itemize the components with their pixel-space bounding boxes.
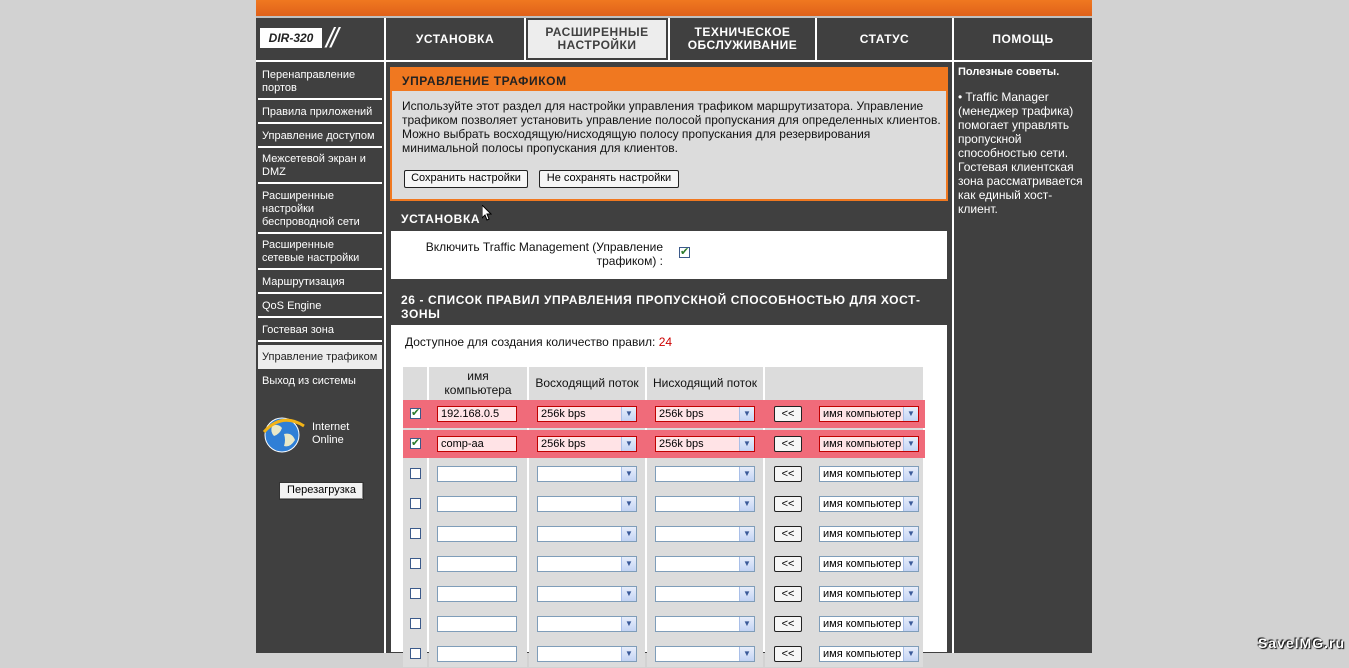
host-input[interactable] [437,496,517,512]
table-row [403,460,925,488]
enable-traffic-label: Включить Traffic Management (Управление трафиком) : [425,240,663,268]
upstream-select[interactable] [537,556,637,572]
chevron-down-icon: ▼ [621,437,636,451]
chevron-down-icon: ▼ [903,617,918,631]
mouse-cursor-icon [482,205,492,221]
chevron-down-icon: ▼ [903,497,918,511]
row-checkbox[interactable] [410,528,421,539]
sidebar-item-advanced-wireless[interactable]: Расширенные настройки беспроводной сети [258,186,382,234]
help-title: Полезные советы. [958,66,1060,78]
tab-maintenance-label: ТЕХНИЧЕСКОЕ ОБСЛУЖИВАНИЕ [687,25,798,52]
downstream-select-value: 256k bps [659,438,704,450]
row-checkbox[interactable] [410,408,421,419]
chevron-down-icon: ▼ [621,527,636,541]
header-upstream: Восходящий поток [529,367,645,398]
sidebar-item-firewall-dmz[interactable]: Межсетевой экран и DMZ [258,150,382,184]
header-computer-label: имя компьютера [444,368,512,397]
available-rules-label [405,335,672,349]
downstream-select[interactable] [655,406,755,422]
table-row [403,490,925,518]
chevron-down-icon: ▼ [903,437,918,451]
add-computer-button[interactable]: << [774,526,802,542]
chevron-down-icon: ▼ [903,557,918,571]
row-checkbox[interactable] [410,438,421,449]
row-checkbox[interactable] [410,468,421,479]
dont-save-settings-button[interactable]: Не сохранять настройки [539,170,679,188]
upstream-select[interactable] [537,406,637,422]
header [256,18,1092,62]
model-label: DIR-320 [260,28,322,48]
add-computer-button[interactable]: << [774,616,802,632]
table-row [403,550,925,578]
add-computer-button[interactable]: << [774,646,802,662]
add-computer-button[interactable]: << [774,466,802,482]
add-computer-button[interactable]: << [774,436,802,452]
chevron-down-icon: ▼ [621,467,636,481]
intro-panel [390,67,948,201]
computer-name-select-value: имя компьютер [823,408,902,420]
computer-name-select[interactable] [819,406,919,422]
row-checkbox[interactable] [410,648,421,659]
table-row [403,580,925,608]
computer-name-select-value: имя компьютер [823,438,902,450]
host-input[interactable] [437,586,517,602]
chevron-down-icon: ▼ [621,617,636,631]
upstream-select[interactable] [537,466,637,482]
computer-name-select-value: имя компьютер [823,588,902,600]
sidebar-item-qos-engine[interactable]: QoS Engine [258,296,382,318]
logo-slash-icon: // [326,22,336,53]
downstream-select[interactable] [655,526,755,542]
add-computer-button[interactable]: << [774,406,802,422]
chevron-down-icon: ▼ [903,527,918,541]
downstream-select[interactable] [655,586,755,602]
internet-globe-icon [262,414,306,454]
available-rules-text: Доступное для создания количество правил: [405,335,656,349]
computer-name-select-value: имя компьютер [823,468,902,480]
computer-name-select-value: имя компьютер [823,498,902,510]
downstream-select[interactable] [655,466,755,482]
main-content [386,62,952,660]
logo [256,18,384,60]
upstream-select[interactable] [537,436,637,452]
chevron-down-icon: ▼ [903,467,918,481]
row-checkbox[interactable] [410,618,421,629]
tab-advanced[interactable] [526,18,668,60]
table-row [403,430,925,458]
internet-status: Internet Online [312,421,350,446]
help-text: • Traffic Manager (менеджер трафика) помогает управлять пропускной способностью сети. Гостевая клиентская зона рассматривается как единый хост-клиент. [958,90,1083,216]
host-input[interactable] [437,616,517,632]
sidebar-item-guest-zone[interactable]: Гостевая зона [258,320,382,342]
upstream-select[interactable] [537,586,637,602]
upstream-select[interactable] [537,526,637,542]
enable-traffic-checkbox[interactable] [679,247,690,258]
intro-text: Используйте этот раздел для настройки управления трафиком маршрутизатора. Управление трафиком позволяет установить управление полосой пропускания для определенных клиентов. Можно выбрать восходящую/нисходящую полосу пропускания для резервирования минимальной полосы пропускания для клиентов. [402,99,941,155]
sidebar-item-port-forwarding[interactable]: Перенаправление портов [258,66,382,100]
add-computer-button[interactable]: << [774,496,802,512]
host-input[interactable] [437,646,517,662]
upstream-select-value: 256k bps [541,438,586,450]
chevron-down-icon: ▼ [739,647,754,661]
computer-name-select[interactable] [819,646,919,662]
page-title: УПРАВЛЕНИЕ ТРАФИКОМ [392,69,946,91]
chevron-down-icon: ▼ [739,497,754,511]
computer-name-select-value: имя компьютер [823,618,902,630]
downstream-select-value: 256k bps [659,408,704,420]
chevron-down-icon: ▼ [621,497,636,511]
sidebar [256,62,384,653]
row-checkbox[interactable] [410,588,421,599]
table-row [403,400,925,428]
rules-section-title: 26 - СПИСОК ПРАВИЛ УПРАВЛЕНИЯ ПРОПУСКНОЙ СПОСОБНОСТЬЮ ДЛЯ ХОСТ-ЗОНЫ [391,287,947,325]
host-input[interactable]: 192.168.0.5 [437,406,517,422]
upstream-select[interactable] [537,496,637,512]
header-downstream: Нисходящий поток [647,367,763,398]
router-page [256,0,1092,660]
chevron-down-icon: ▼ [621,407,636,421]
computer-name-select-value: имя компьютер [823,648,902,660]
computer-name-select[interactable] [819,496,919,512]
watermark: SaveIMG.ru [1257,635,1345,651]
downstream-select[interactable] [655,436,755,452]
help-column [954,62,1092,653]
setup-section-title: УСТАНОВКА [391,207,947,231]
computer-name-select[interactable] [819,556,919,572]
tab-help[interactable]: ПОМОЩЬ [954,18,1092,60]
chevron-down-icon: ▼ [739,617,754,631]
sidebar-item-app-rules[interactable]: Правила приложений [258,102,382,124]
upstream-select[interactable] [537,616,637,632]
tab-maintenance[interactable] [670,18,815,60]
chevron-down-icon: ▼ [903,647,918,661]
upstream-select[interactable] [537,646,637,662]
chevron-down-icon: ▼ [621,557,636,571]
chevron-down-icon: ▼ [739,407,754,421]
row-checkbox[interactable] [410,558,421,569]
add-computer-button[interactable]: << [774,586,802,602]
computer-name-select[interactable] [819,586,919,602]
top-banner [256,0,1092,18]
rules-panel [390,286,948,660]
host-input[interactable] [437,526,517,542]
sidebar-item-access-control[interactable]: Управление доступом [258,126,382,148]
table-row [403,640,925,668]
host-input[interactable] [437,556,517,572]
tab-setup[interactable]: УСТАНОВКА [386,18,524,60]
sidebar-item-routing[interactable]: Маршрутизация [258,272,382,294]
chevron-down-icon: ▼ [903,407,918,421]
tab-status[interactable]: СТАТУС [817,18,952,60]
computer-name-select[interactable] [819,466,919,482]
downstream-select[interactable] [655,616,755,632]
available-rules-count: 24 [658,335,673,349]
chevron-down-icon: ▼ [903,587,918,601]
downstream-select[interactable] [655,646,755,662]
table-row [403,520,925,548]
chevron-down-icon: ▼ [621,587,636,601]
chevron-down-icon: ▼ [739,587,754,601]
add-computer-button[interactable]: << [774,556,802,572]
computer-name-select[interactable] [819,526,919,542]
chevron-down-icon: ▼ [739,467,754,481]
chevron-down-icon: ▼ [739,557,754,571]
chevron-down-icon: ▼ [739,437,754,451]
save-settings-button[interactable]: Сохранить настройки [404,170,528,188]
upstream-select-value: 256k bps [541,408,586,420]
host-input[interactable]: comp-aa [437,436,517,452]
setup-panel [390,206,948,280]
downstream-select[interactable] [655,496,755,512]
sidebar-item-advanced-network[interactable]: Расширенные сетевые настройки [258,236,382,270]
reboot-button[interactable]: Перезагрузка [279,482,364,500]
computer-name-select[interactable] [819,436,919,452]
computer-name-select-value: имя компьютер [823,558,902,570]
table-row [403,610,925,638]
sidebar-item-logout[interactable]: Выход из системы [262,374,356,387]
downstream-select[interactable] [655,556,755,572]
host-input[interactable] [437,466,517,482]
header-computer [429,367,527,398]
chevron-down-icon: ▼ [739,527,754,541]
sidebar-item-traffic-management[interactable]: Управление трафиком [258,345,382,369]
computer-name-select[interactable] [819,616,919,632]
chevron-down-icon: ▼ [621,647,636,661]
row-checkbox[interactable] [410,498,421,509]
computer-name-select-value: имя компьютер [823,528,902,540]
tab-advanced-label: РАСШИРЕННЫЕ НАСТРОЙКИ [545,25,649,52]
